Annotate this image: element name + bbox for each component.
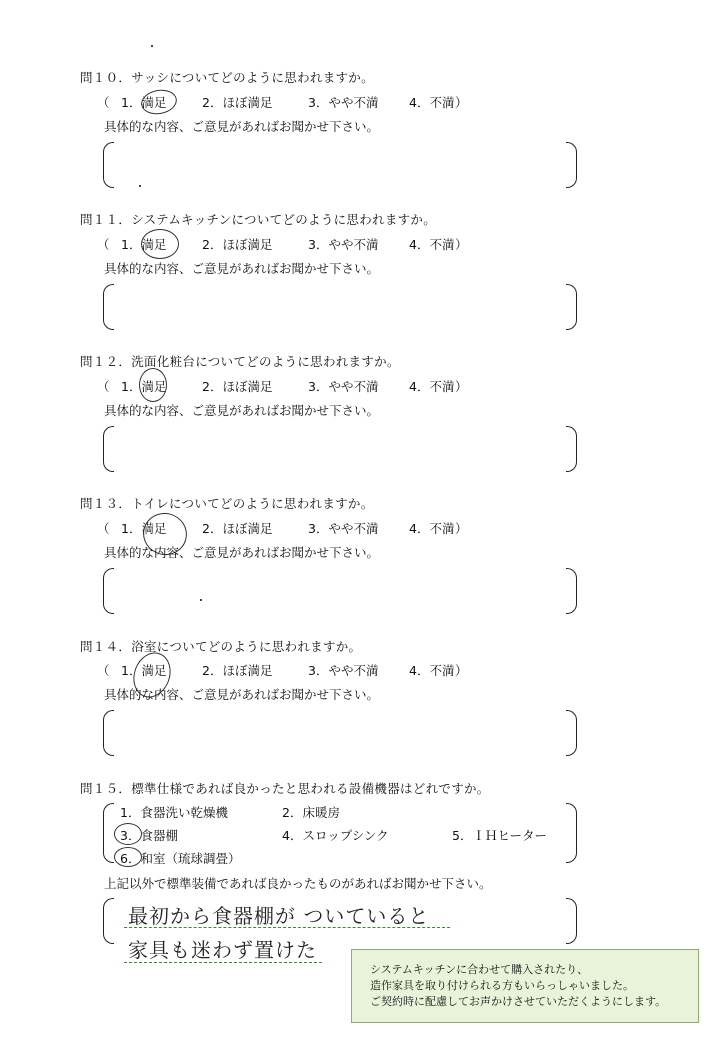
answer-bracket-right: [566, 568, 577, 614]
selection-circle: [114, 823, 142, 845]
option-1[interactable]: 1．満足: [121, 521, 167, 536]
option-2[interactable]: 2．ほぼ満足: [202, 521, 273, 536]
detail-prompt: 具体的な内容、ご意見があればお聞かせ下さい。: [104, 261, 380, 276]
option-4[interactable]: 4．不満: [409, 379, 455, 394]
choices-bracket-right: [566, 803, 577, 863]
option-2[interactable]: 2．ほぼ満足: [202, 379, 273, 394]
paren-open: （: [97, 663, 110, 678]
answer-bracket-right: [566, 284, 577, 330]
option-3[interactable]: 3．やや不満: [308, 95, 379, 110]
selection-circle: [139, 87, 179, 117]
question-title: 問１２．洗面化粧台についてどのように思われますか。: [80, 354, 400, 369]
paren-open: （: [97, 521, 110, 536]
option-2[interactable]: 2．ほぼ満足: [202, 95, 273, 110]
paren-close: ）: [455, 237, 468, 252]
paren-close: ）: [455, 663, 468, 678]
option-1[interactable]: 1．満足: [121, 663, 167, 678]
question-title: 問１４．浴室についてどのように思われますか。: [80, 639, 362, 654]
detail-prompt: 具体的な内容、ご意見があればお聞かせ下さい。: [104, 687, 380, 702]
option-1[interactable]: 1．満足: [121, 379, 167, 394]
answer-bracket-left: [103, 284, 114, 330]
paren-open: （: [97, 379, 110, 394]
option-4[interactable]: 4．不満: [409, 95, 455, 110]
answer-bracket-left: [103, 710, 114, 756]
comment-note: [351, 949, 699, 1023]
option-3[interactable]: 3．やや不満: [308, 521, 379, 536]
answer-bracket-left: [103, 568, 114, 614]
detail-prompt: 具体的な内容、ご意見があればお聞かせ下さい。: [104, 403, 380, 418]
other-prompt: 上記以外で標準装備であれば良かったものがあればお聞かせ下さい。: [104, 876, 492, 891]
question-title: 問１１．システムキッチンについてどのように思われますか。: [80, 212, 437, 227]
detail-prompt: 具体的な内容、ご意見があればお聞かせ下さい。: [104, 119, 380, 134]
option-3[interactable]: 3．やや不満: [308, 663, 379, 678]
choices-bracket-left: [103, 803, 114, 863]
option-3[interactable]: 3．やや不満: [308, 379, 379, 394]
answer-bracket-left: [103, 898, 114, 944]
option-1[interactable]: 1．満足: [121, 237, 167, 252]
option-4[interactable]: 4．不満: [409, 663, 455, 678]
choice-item[interactable]: 3．食器棚: [120, 828, 178, 843]
choice-item[interactable]: 6．和室（琉球調畳）: [120, 851, 241, 866]
handwriting-underline: [124, 927, 450, 928]
option-4[interactable]: 4．不満: [409, 237, 455, 252]
answer-bracket-left: [103, 426, 114, 472]
scan-speck: [139, 185, 141, 187]
paren-close: ）: [455, 521, 468, 536]
note-line: システムキッチンに合わせて購入されたり、: [370, 963, 589, 976]
question-title: 問１０．サッシについてどのように思われますか。: [80, 70, 374, 85]
scan-speck: [151, 45, 153, 47]
option-1[interactable]: 1．満足: [121, 95, 167, 110]
option-2[interactable]: 2．ほぼ満足: [202, 663, 273, 678]
note-line: ご契約時に配慮してお声かけさせていただくようにします。: [370, 995, 667, 1008]
answer-bracket-right: [566, 898, 577, 944]
selection-circle: [139, 368, 167, 402]
paren-close: ）: [455, 95, 468, 110]
paren-open: （: [97, 237, 110, 252]
paren-open: （: [97, 95, 110, 110]
selection-circle: [114, 847, 142, 867]
scan-speck: [200, 599, 202, 601]
handwritten-answer-line-2: 家具も迷わず置けた: [128, 938, 317, 962]
option-3[interactable]: 3．やや不満: [308, 237, 379, 252]
detail-prompt: 具体的な内容、ご意見があればお聞かせ下さい。: [104, 545, 380, 560]
answer-bracket-right: [566, 710, 577, 756]
answer-bracket-right: [566, 426, 577, 472]
question-title: 問１５．標準仕様であれば良かったと思われる設備機器はどれですか。: [80, 781, 490, 796]
choice-item[interactable]: 2．床暖房: [282, 805, 340, 820]
paren-close: ）: [455, 379, 468, 394]
note-line: 造作家具を取り付けられる方もいらっしゃいました。: [370, 979, 634, 992]
choice-item[interactable]: 4．スロップシンク: [282, 828, 389, 843]
question-title: 問１３．トイレについてどのように思われますか。: [80, 496, 374, 511]
answer-bracket-right: [566, 142, 577, 188]
handwritten-answer-line-1: 最初から食器棚が ついていると: [128, 904, 430, 928]
option-4[interactable]: 4．不満: [409, 521, 455, 536]
option-2[interactable]: 2．ほぼ満足: [202, 237, 273, 252]
choice-item[interactable]: 5．ＩＨヒーター: [452, 828, 547, 843]
choice-item[interactable]: 1．食器洗い乾燥機: [120, 805, 228, 820]
answer-bracket-left: [103, 142, 114, 188]
selection-circle: [141, 229, 179, 259]
handwriting-underline: [124, 962, 322, 963]
